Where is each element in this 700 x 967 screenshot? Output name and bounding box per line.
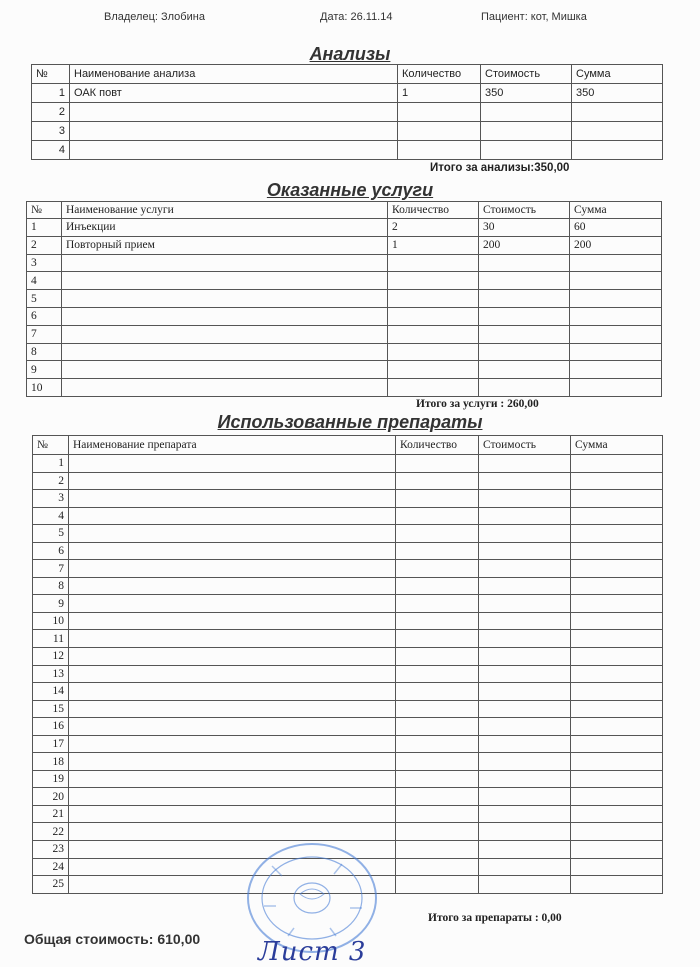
table-cell — [70, 141, 398, 160]
col-header: № — [33, 436, 69, 455]
row-number-cell: 11 — [33, 630, 69, 648]
table-row — [27, 307, 662, 325]
table-cell — [396, 490, 479, 508]
table-cell — [571, 542, 663, 560]
table-cell — [479, 770, 571, 788]
row-number-cell: 17 — [33, 735, 69, 753]
analyses-table — [31, 64, 663, 160]
row-number-cell: 9 — [33, 595, 69, 613]
col-header: Наименование анализа — [70, 65, 398, 84]
table-cell — [396, 700, 479, 718]
table-cell — [62, 290, 388, 308]
table-cell: 200 — [479, 236, 570, 254]
table-cell — [571, 490, 663, 508]
row-number-cell: 3 — [32, 122, 70, 141]
table-cell — [396, 630, 479, 648]
table-cell — [69, 577, 396, 595]
col-header: Количество — [388, 202, 479, 219]
table-row — [33, 577, 663, 595]
drugs-table — [32, 435, 663, 894]
table-cell — [62, 307, 388, 325]
table-cell: Повторный прием — [62, 236, 388, 254]
table-cell — [70, 103, 398, 122]
col-header: Сумма — [572, 65, 663, 84]
table-cell — [396, 472, 479, 490]
row-number-cell: 4 — [33, 507, 69, 525]
table-cell — [62, 254, 388, 272]
analyses-total: Итого за анализы:350,00 — [430, 162, 570, 174]
table-cell — [481, 141, 572, 160]
row-number-cell: 16 — [33, 718, 69, 736]
col-header: Количество — [396, 436, 479, 455]
table-cell — [570, 379, 662, 397]
table-cell — [571, 683, 663, 701]
table-cell — [69, 472, 396, 490]
table-cell — [571, 788, 663, 806]
row-number-cell: 4 — [32, 141, 70, 160]
drugs-total: Итого за препараты : 0,00 — [428, 912, 562, 924]
table-cell — [69, 770, 396, 788]
table-cell — [69, 560, 396, 578]
table-cell — [396, 665, 479, 683]
table-cell — [69, 805, 396, 823]
table-cell — [571, 823, 663, 841]
row-number-cell: 1 — [27, 219, 62, 237]
table-row — [33, 700, 663, 718]
analyses-title: Анализы — [309, 44, 391, 64]
table-cell — [571, 665, 663, 683]
table-cell — [479, 683, 571, 701]
table-cell — [571, 876, 663, 894]
table-cell — [571, 718, 663, 736]
table-cell — [388, 307, 479, 325]
row-number-cell: 5 — [27, 290, 62, 308]
table-cell — [571, 858, 663, 876]
table-row — [33, 490, 663, 508]
table-cell — [69, 683, 396, 701]
table-cell — [479, 455, 571, 473]
table-cell — [570, 272, 662, 290]
table-cell — [388, 379, 479, 397]
table-cell — [396, 841, 479, 859]
table-cell — [571, 630, 663, 648]
table-cell — [396, 577, 479, 595]
col-header: Стоимость — [479, 436, 571, 455]
table-cell — [570, 325, 662, 343]
table-cell — [479, 735, 571, 753]
table-cell — [396, 735, 479, 753]
table-cell — [571, 648, 663, 666]
table-cell — [479, 560, 571, 578]
table-cell — [479, 290, 570, 308]
table-row — [27, 254, 662, 272]
table-cell — [396, 823, 479, 841]
table-row — [27, 236, 662, 254]
row-number-cell: 2 — [33, 472, 69, 490]
row-number-cell: 22 — [33, 823, 69, 841]
table-cell — [571, 595, 663, 613]
table-cell — [396, 612, 479, 630]
table-cell — [388, 343, 479, 361]
table-cell — [571, 507, 663, 525]
table-cell — [479, 823, 571, 841]
table-cell — [69, 490, 396, 508]
table-cell — [388, 361, 479, 379]
table-row — [33, 718, 663, 736]
table-cell — [396, 525, 479, 543]
col-header: Наименование услуги — [62, 202, 388, 219]
table-cell: 350 — [572, 84, 663, 103]
table-cell — [572, 122, 663, 141]
drugs-title: Использованные препараты — [217, 412, 483, 432]
table-row — [27, 272, 662, 290]
table-cell — [479, 525, 571, 543]
table-cell — [571, 805, 663, 823]
table-cell — [69, 612, 396, 630]
table-row — [32, 122, 663, 141]
row-number-cell: 2 — [27, 236, 62, 254]
row-number-cell: 8 — [27, 343, 62, 361]
table-row — [33, 805, 663, 823]
table-cell — [479, 490, 571, 508]
table-row — [33, 560, 663, 578]
table-cell — [572, 103, 663, 122]
col-header: Количество — [398, 65, 481, 84]
table-cell — [398, 122, 481, 141]
table-row — [33, 665, 663, 683]
table-cell — [69, 525, 396, 543]
table-cell — [479, 788, 571, 806]
row-number-cell: 18 — [33, 753, 69, 771]
table-cell — [479, 648, 571, 666]
table-cell — [396, 753, 479, 771]
table-cell: ОАК повт — [70, 84, 398, 103]
table-cell — [69, 630, 396, 648]
table-row — [33, 612, 663, 630]
table-cell — [398, 141, 481, 160]
table-cell — [69, 595, 396, 613]
table-cell — [479, 665, 571, 683]
table-cell — [388, 325, 479, 343]
row-number-cell: 6 — [27, 307, 62, 325]
row-number-cell: 14 — [33, 683, 69, 701]
table-cell — [479, 254, 570, 272]
table-row — [27, 343, 662, 361]
table-row — [33, 788, 663, 806]
table-cell — [479, 343, 570, 361]
table-cell — [570, 343, 662, 361]
table-cell — [479, 876, 571, 894]
table-cell — [479, 700, 571, 718]
table-cell — [479, 325, 570, 343]
table-row — [33, 683, 663, 701]
col-header: Сумма — [571, 436, 663, 455]
row-number-cell: 3 — [27, 254, 62, 272]
table-cell: Инъекции — [62, 219, 388, 237]
row-number-cell: 8 — [33, 577, 69, 595]
table-cell — [69, 753, 396, 771]
col-header: № — [32, 65, 70, 84]
table-row — [33, 630, 663, 648]
services-table — [26, 201, 662, 397]
table-cell — [571, 525, 663, 543]
row-number-cell: 3 — [33, 490, 69, 508]
table-cell — [479, 379, 570, 397]
table-cell — [69, 665, 396, 683]
row-number-cell: 23 — [33, 841, 69, 859]
row-number-cell: 10 — [27, 379, 62, 397]
table-row — [33, 753, 663, 771]
grand-total: Общая стоимость: 610,00 — [24, 931, 201, 947]
table-cell — [69, 648, 396, 666]
table-row — [27, 361, 662, 379]
date-field: Дата: 26.11.14 — [320, 11, 393, 23]
handwritten-sheet-number: Лист 3 — [258, 937, 367, 967]
table-cell — [396, 542, 479, 560]
table-row — [32, 103, 663, 122]
table-row — [33, 455, 663, 473]
table-row — [27, 290, 662, 308]
col-header: Стоимость — [479, 202, 570, 219]
col-header: Сумма — [570, 202, 662, 219]
row-number-cell: 13 — [33, 665, 69, 683]
patient-field: Пациент: кот, Мишка — [481, 11, 587, 23]
table-cell — [571, 612, 663, 630]
table-cell — [479, 805, 571, 823]
row-number-cell: 19 — [33, 770, 69, 788]
table-row — [33, 735, 663, 753]
table-cell — [62, 343, 388, 361]
table-cell — [479, 361, 570, 379]
services-title: Оказанные услуги — [266, 180, 434, 200]
table-cell — [479, 841, 571, 859]
table-cell — [479, 542, 571, 560]
table-cell — [396, 805, 479, 823]
table-cell — [396, 858, 479, 876]
table-cell — [69, 718, 396, 736]
table-cell — [572, 141, 663, 160]
table-cell — [481, 122, 572, 141]
table-cell — [479, 307, 570, 325]
table-cell — [479, 577, 571, 595]
table-cell — [62, 325, 388, 343]
owner-field: Владелец: Злобина — [104, 11, 205, 23]
table-row — [33, 770, 663, 788]
table-cell: 60 — [570, 219, 662, 237]
table-row — [27, 379, 662, 397]
table-cell — [69, 507, 396, 525]
table-cell — [396, 788, 479, 806]
row-number-cell: 5 — [33, 525, 69, 543]
table-cell — [69, 735, 396, 753]
row-number-cell: 24 — [33, 858, 69, 876]
row-number-cell: 25 — [33, 876, 69, 894]
table-cell — [570, 307, 662, 325]
table-row — [33, 542, 663, 560]
table-cell — [481, 103, 572, 122]
table-cell — [62, 361, 388, 379]
table-row — [33, 595, 663, 613]
table-cell — [571, 735, 663, 753]
table-row — [33, 507, 663, 525]
table-cell — [70, 122, 398, 141]
table-cell — [69, 542, 396, 560]
row-number-cell: 7 — [33, 560, 69, 578]
table-cell — [479, 612, 571, 630]
table-cell — [396, 718, 479, 736]
table-cell — [479, 472, 571, 490]
table-cell — [479, 595, 571, 613]
row-number-cell: 12 — [33, 648, 69, 666]
table-cell — [479, 858, 571, 876]
row-number-cell: 4 — [27, 272, 62, 290]
table-cell — [571, 560, 663, 578]
table-cell — [62, 379, 388, 397]
table-cell — [571, 700, 663, 718]
table-row — [27, 219, 662, 237]
table-cell — [388, 254, 479, 272]
table-cell — [571, 472, 663, 490]
table-cell — [570, 361, 662, 379]
table-cell — [570, 290, 662, 308]
table-cell — [396, 595, 479, 613]
table-cell: 200 — [570, 236, 662, 254]
row-number-cell: 9 — [27, 361, 62, 379]
row-number-cell: 1 — [32, 84, 70, 103]
col-header: Стоимость — [481, 65, 572, 84]
table-cell — [62, 272, 388, 290]
table-cell — [388, 272, 479, 290]
table-cell — [570, 254, 662, 272]
table-row — [33, 472, 663, 490]
table-cell — [396, 560, 479, 578]
table-cell: 2 — [388, 219, 479, 237]
table-cell — [396, 455, 479, 473]
table-row — [33, 525, 663, 543]
table-cell — [571, 753, 663, 771]
table-cell — [479, 630, 571, 648]
col-header: № — [27, 202, 62, 219]
services-total: Итого за услуги : 260,00 — [416, 398, 539, 410]
col-header: Наименование препарата — [69, 436, 396, 455]
row-number-cell: 10 — [33, 612, 69, 630]
table-cell — [479, 507, 571, 525]
table-row — [33, 648, 663, 666]
table-cell — [69, 700, 396, 718]
table-cell — [398, 103, 481, 122]
row-number-cell: 21 — [33, 805, 69, 823]
table-row — [32, 141, 663, 160]
table-cell — [571, 770, 663, 788]
row-number-cell: 2 — [32, 103, 70, 122]
table-cell — [479, 272, 570, 290]
table-cell — [396, 683, 479, 701]
row-number-cell: 6 — [33, 542, 69, 560]
table-cell — [69, 455, 396, 473]
table-row — [32, 84, 663, 103]
row-number-cell: 15 — [33, 700, 69, 718]
table-cell — [388, 290, 479, 308]
table-cell: 1 — [388, 236, 479, 254]
table-cell — [571, 841, 663, 859]
row-number-cell: 1 — [33, 455, 69, 473]
table-cell — [479, 753, 571, 771]
table-cell: 1 — [398, 84, 481, 103]
table-cell — [396, 507, 479, 525]
table-cell — [396, 876, 479, 894]
table-cell — [479, 718, 571, 736]
table-cell — [69, 788, 396, 806]
table-row — [27, 325, 662, 343]
table-cell — [396, 648, 479, 666]
table-cell — [396, 770, 479, 788]
row-number-cell: 7 — [27, 325, 62, 343]
table-cell: 30 — [479, 219, 570, 237]
row-number-cell: 20 — [33, 788, 69, 806]
table-cell — [571, 577, 663, 595]
table-cell — [571, 455, 663, 473]
table-cell: 350 — [481, 84, 572, 103]
